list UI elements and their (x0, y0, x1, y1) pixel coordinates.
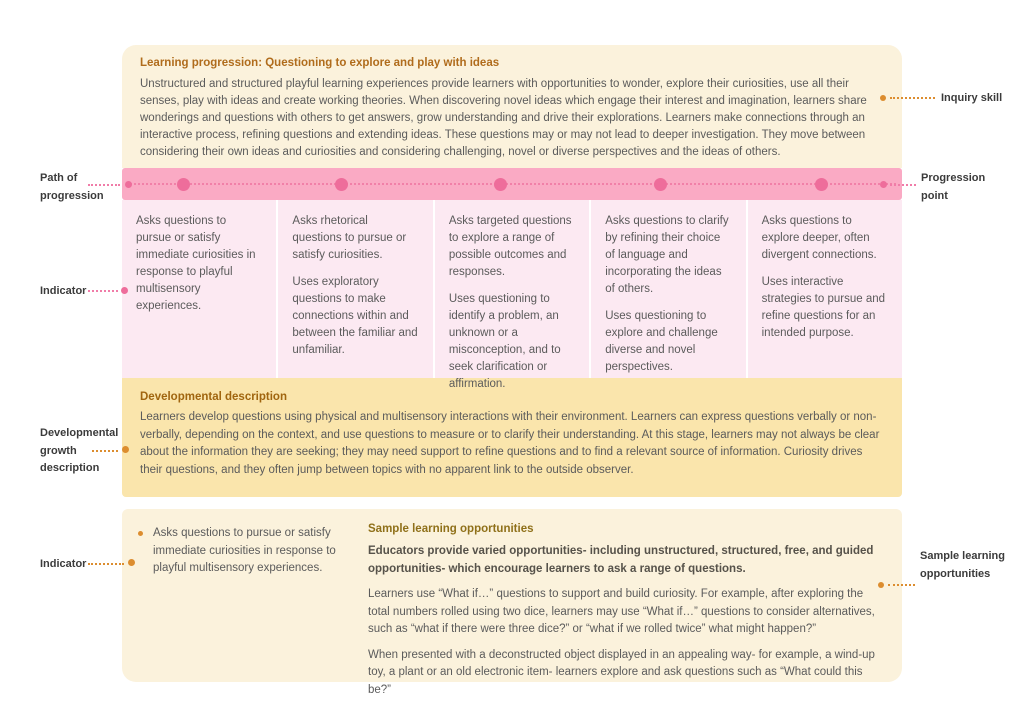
inquiry-skill-leader-line (890, 97, 935, 99)
progression-point-label: Progression point (921, 172, 986, 202)
progression-dotted-line (126, 183, 896, 185)
inquiry-skill-label: Inquiry skill (941, 92, 1003, 104)
inquiry-skill-anchor-dot (880, 95, 886, 101)
main-content-column (122, 45, 902, 696)
progression-point-dot-5 (815, 178, 828, 191)
progression-start-dot (125, 181, 132, 188)
bottom-indicator-text: Asks questions to pursue or satisfy immediate curiosities in response to playful multisensory experiences. (153, 527, 336, 574)
path-of-progression-label: Path of progression (40, 172, 104, 202)
bullet-icon (138, 531, 143, 536)
progression-point-dot-3 (494, 178, 507, 191)
indicator-bottom-leader-line (88, 563, 124, 565)
indicator-text: Uses interactive strategies to pursue and refine questions for an intended purpose. (761, 276, 886, 339)
indicator-bottom-anchor-dot (128, 559, 135, 566)
learning-progression-box (122, 45, 902, 168)
sample-opportunities-para-2: When presented with a deconstructed object displayed in an appealing way- for example, a wind-up toy, a plant or an old electronic item- learners explore and ask questions such as “What could this be?” (368, 648, 875, 696)
sample-opportunities-heading: Sample learning opportunities (368, 523, 534, 535)
indicator-text: Asks questions to explore deeper, often divergent connections. (761, 215, 877, 261)
indicator-col-2 (278, 200, 432, 378)
indicator-text: Uses questioning to identify a problem, an unknown or a misconception, and to seek clarification or affirmation. (448, 293, 561, 390)
bottom-indicator-section (122, 509, 368, 682)
indicator-text: Uses questioning to explore and challenge diverse and novel perspectives. (605, 310, 718, 373)
progression-point-dot-1 (177, 178, 190, 191)
developmental-description-body: Learners develop questions using physical and multisensory interactions with their environment. Learners can express questions verbally or non-verbally, depending on the context, and use questions to measure or to clarify their understanding. At this stage, learners may not always be clear about the information they are seeking; they may need support to refine questions and to find a relevant source of information. Curiosity drives their questions, and they often jump between topics with no apparent link to the outside observer. (140, 411, 880, 476)
indicator-col-1 (122, 200, 276, 378)
bottom-indicator-item (138, 525, 354, 578)
progression-point-leader-line (890, 184, 916, 186)
path-of-progression-leader-line (88, 184, 120, 186)
sample-opportunities-box (122, 509, 902, 696)
learning-progression-heading: Learning progression: Questioning to explore and play with ideas (140, 57, 500, 69)
indicator-col-5 (748, 200, 902, 378)
sample-opportunities-label: Sample learning opportunities (920, 550, 1005, 580)
indicator-row (122, 200, 902, 390)
indicator-text: Asks questions to clarify by refining their choice of language and incorporating the ideas of others. (605, 215, 729, 295)
progression-point-dot-4 (654, 178, 667, 191)
indicator-top-leader-line (88, 290, 118, 292)
learning-progression-body: Unstructured and structured playful learning experiences provide learners with opportunities to wonder, explore their curiosities, use all their senses, play with ideas and create working theories. When discovering novel ideas which engage their interest and imagination, learners share wonderings and questions with others to get answers, grow understanding and drive their explorations. Learners make connections through an interactive process, refining questions and extending ideas. These questions may or may not lead to deeper investigation. They move between considering their own ideas and curiosities and considering challenging, novel or diverse perspectives and the ideas of others. (140, 78, 867, 158)
indicator-text: Asks targeted questions to explore a range of possible outcomes and responses. (448, 215, 572, 278)
developmental-description-box (122, 378, 902, 497)
indicator-top-label: Indicator (40, 285, 87, 297)
indicator-bottom-label: Indicator (40, 558, 87, 570)
progression-end-dot (880, 181, 887, 188)
indicator-text: Asks questions to pursue or satisfy immediate curiosities in response to playful multisensory experiences. (136, 215, 256, 312)
developmental-growth-leader-line (92, 450, 118, 452)
sample-opportunities-anchor-dot (878, 582, 884, 588)
sample-opportunities-lead: Educators provide varied opportunities- including unstructured, structured, free, and guided opportunities- which encourage learners to ask a range of questions. (368, 545, 874, 575)
developmental-growth-anchor-dot (122, 446, 129, 453)
progression-point-dot-2 (335, 178, 348, 191)
indicator-top-anchor-dot (121, 287, 128, 294)
indicator-text: Asks rhetorical questions to pursue or satisfy curiosities. (292, 215, 407, 261)
developmental-growth-description-label: Developmental growth description (40, 427, 119, 474)
sample-opportunities-leader-line (888, 584, 915, 586)
sample-opportunities-para-1: Learners use “What if…” questions to support and build curiosity. For example, after exploring the total numbers rolled using two dice, learners may use “What if…” questions to consider alternatives, such as “what if there were three dice?” or “what if we rolled twice” what might happen?” (368, 588, 875, 635)
path-of-progression-band (122, 168, 902, 200)
developmental-description-heading: Developmental description (140, 391, 287, 403)
indicator-col-4 (591, 200, 745, 378)
sample-opportunities-section (368, 509, 902, 696)
indicator-col-3 (435, 200, 589, 390)
indicator-text: Uses exploratory questions to make connections within and between the familiar and unfamiliar. (292, 276, 418, 356)
